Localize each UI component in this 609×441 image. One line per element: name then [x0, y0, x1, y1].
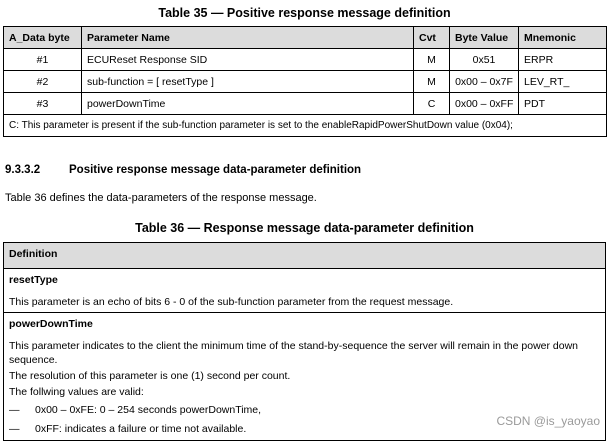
table-header-row [4, 243, 606, 269]
header-cvt: Cvt [414, 27, 450, 49]
pdt-value-failure: 0xFF: indicates a failure or time not available. [35, 423, 247, 435]
cell-mnemonic: LEV_RT_ [519, 71, 607, 93]
table-36 [3, 242, 606, 441]
section-heading [5, 164, 361, 176]
cell-cvt: M [414, 71, 450, 93]
pdt-resolution: The resolution of this parameter is one (1) second per count. [9, 370, 291, 382]
reset-type-name: resetType [9, 274, 58, 286]
table-header-row [4, 27, 607, 49]
pdt-description: This parameter indicates to the client the minimum time of the stand-by-sequence the server will remain in the power down sequence. [9, 340, 579, 366]
cell-value: 0x00 – 0xFF [450, 93, 519, 115]
cell-cvt: M [414, 49, 450, 71]
power-down-time-name: powerDownTime [9, 318, 93, 330]
reset-type-cell [4, 269, 606, 313]
cell-param: sub-function = [ resetType ] [82, 71, 414, 93]
watermark: CSDN @is_yaoyao [496, 414, 600, 428]
cell-cvt: C [414, 93, 450, 115]
table-35-title: Table 35 — Positive response message definition [158, 6, 451, 20]
cell-value: 0x51 [450, 49, 519, 71]
cell-byte: #1 [4, 49, 82, 71]
reset-type-description: This parameter is an echo of bits 6 - 0 of the sub-function parameter from the request message. [9, 296, 454, 308]
cell-mnemonic: ERPR [519, 49, 607, 71]
cell-param: powerDownTime [82, 93, 414, 115]
header-mnemonic: Mnemonic [519, 27, 607, 49]
table-35 [3, 26, 607, 137]
table-note-row [4, 115, 607, 137]
table-row [4, 269, 606, 313]
pdt-values-intro: The follwing values are valid: [9, 386, 144, 398]
intro-paragraph: Table 36 defines the data-parameters of the response message. [5, 192, 317, 204]
dash-bullet: — [9, 404, 20, 416]
pdt-value-range: 0x00 – 0xFE: 0 – 254 seconds powerDownTime, [35, 404, 262, 416]
cell-byte: #2 [4, 71, 82, 93]
section-title: Positive response message data-parameter definition [69, 164, 362, 176]
cell-byte: #3 [4, 93, 82, 115]
dash-bullet: — [9, 423, 20, 435]
table-row [4, 49, 607, 71]
table-row [4, 71, 607, 93]
header-a-data-byte: A_Data byte [4, 27, 82, 49]
cell-mnemonic: PDT [519, 93, 607, 115]
table-note: C: This parameter is present if the sub-function parameter is set to the enableRapidPowerShutDown value (0x04); [4, 115, 607, 137]
table-row [4, 93, 607, 115]
header-definition: Definition [4, 243, 606, 269]
cell-param: ECUReset Response SID [82, 49, 414, 71]
header-parameter-name: Parameter Name [82, 27, 414, 49]
header-byte-value: Byte Value [450, 27, 519, 49]
cell-value: 0x00 – 0x7F [450, 71, 519, 93]
section-number: 9.3.3.2 [5, 164, 41, 176]
table-36-title: Table 36 — Response message data-parameter definition [135, 221, 474, 235]
